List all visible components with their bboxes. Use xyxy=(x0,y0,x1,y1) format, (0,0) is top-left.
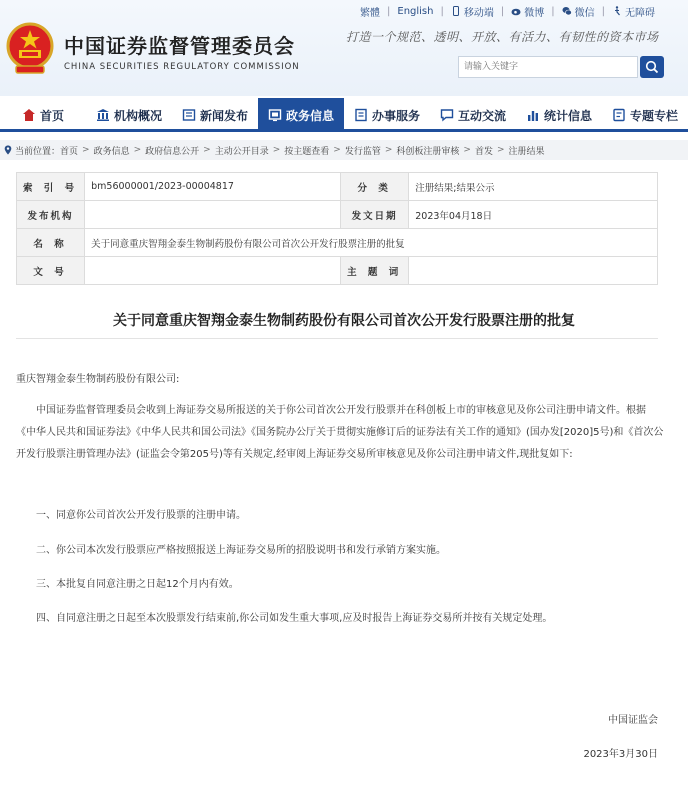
breadcrumb-item-current[interactable]: 注册结果 xyxy=(508,146,545,157)
site-header xyxy=(0,0,688,96)
nav-item-label: 互动交流 xyxy=(457,108,506,123)
location-pin-icon xyxy=(4,145,12,155)
search-box xyxy=(458,56,664,78)
main-nav xyxy=(0,98,688,132)
index-label: 索 引 号 xyxy=(17,173,85,201)
accessibility-link-label: 无障碍 xyxy=(624,7,655,19)
issuer-value xyxy=(85,201,341,229)
wechat-link[interactable] xyxy=(562,4,595,19)
wechat-icon xyxy=(562,6,572,16)
site-subtitle: CHINA SECURITIES REGULATORY COMMISSION xyxy=(64,62,300,72)
nav-item-label: 机构概况 xyxy=(113,108,162,123)
index-value: bm56000001/2023-00004817 xyxy=(85,173,341,201)
link-separator: | xyxy=(551,5,555,17)
category-value: 注册结果;结果公示 xyxy=(409,173,658,201)
breadcrumb-item[interactable]: 主动公开目录 xyxy=(214,146,269,157)
document-paragraph: 中国证券监督管理委员会收到上海证券交易所报送的关于你公司首次公开发行股票并在科创板上市的审核意见及你公司注册申请文件。根据《中华人民共和国证券法》《中华人民共和国公司法》《国务院办公厅关于贯彻实施修订后的证券法有关工作的通知》(国办发[2020]5号)和《首次公开发行股票注册管理办法》(证监会令第205号)等有关规定,经审阅上海证券交易所审核意见及你公司注册申请文件,现批复如下: xyxy=(16,405,664,460)
breadcrumb-separator: > xyxy=(384,145,393,155)
site-title[interactable]: 中国证券监督管理委员会 xyxy=(64,34,295,58)
link-separator: | xyxy=(601,5,605,17)
breadcrumb-separator: > xyxy=(133,145,142,155)
weibo-link[interactable] xyxy=(511,4,544,19)
document-item-1: 一、同意你公司首次公开发行股票的注册申请。 xyxy=(36,510,246,521)
traditional-chinese-link[interactable]: 繁體 xyxy=(360,7,380,19)
breadcrumb-separator: > xyxy=(203,145,211,155)
docno-value xyxy=(85,257,341,285)
link-separator: | xyxy=(500,5,505,17)
home-icon xyxy=(22,108,36,122)
nav-item-news[interactable] xyxy=(172,98,258,132)
nav-item-topics[interactable] xyxy=(602,98,688,132)
breadcrumb-item[interactable]: 科创板注册审核 xyxy=(396,146,460,157)
site-slogan: 打造一个规范、透明、开放、有活力、有韧性的资本市场 xyxy=(346,30,659,44)
english-link[interactable]: English xyxy=(397,5,434,17)
document-signature: 中国证监会 xyxy=(608,715,658,726)
nav-item-label: 新闻发布 xyxy=(199,108,248,123)
national-emblem-icon xyxy=(6,22,54,76)
keyword-label: 主 题 词 xyxy=(341,257,409,285)
stats-icon xyxy=(526,108,540,122)
breadcrumb-separator: > xyxy=(333,145,341,155)
name-value: 关于同意重庆智翔金泰生物制药股份有限公司首次公开发行股票注册的批复 xyxy=(85,229,658,257)
chat-icon xyxy=(440,108,454,122)
breadcrumb-item[interactable]: 政府信息公开 xyxy=(145,146,200,157)
breadcrumb-item[interactable]: 政务信息 xyxy=(93,146,130,157)
search-button[interactable] xyxy=(640,56,664,78)
link-separator: | xyxy=(440,5,444,17)
category-label: 分 类 xyxy=(341,173,409,201)
document-item-2: 二、你公司本次发行股票应严格按照报送上海证券交易所的招股说明书和发行承销方案实施。 xyxy=(36,545,446,556)
document-sign-date: 2023年3月30日 xyxy=(583,749,658,760)
accessibility-link[interactable] xyxy=(612,4,655,19)
news-icon xyxy=(182,108,196,122)
weibo-link-label: 微博 xyxy=(524,7,545,19)
breadcrumb-prefix: 当前位置： xyxy=(15,146,61,157)
accessibility-icon xyxy=(612,6,622,16)
topic-icon xyxy=(612,108,626,122)
wechat-link-label: 微信 xyxy=(574,7,595,19)
name-label: 名 称 xyxy=(17,229,85,257)
top-links xyxy=(360,3,655,19)
title-divider xyxy=(16,338,658,339)
document-info-table xyxy=(16,172,658,285)
document-item-3: 三、本批复自同意注册之日起12个月内有效。 xyxy=(36,579,239,590)
breadcrumb-item[interactable]: 发行监管 xyxy=(344,146,381,157)
mobile-link[interactable] xyxy=(451,4,494,19)
document-title: 关于同意重庆智翔金泰生物制药股份有限公司首次公开发行股票注册的批复 xyxy=(113,313,575,329)
document-salutation: 重庆智翔金泰生物制药股份有限公司: xyxy=(16,374,180,385)
nav-item-organization[interactable] xyxy=(86,98,172,132)
date-label: 发文日期 xyxy=(341,201,409,229)
breadcrumb-separator: > xyxy=(463,145,471,155)
nav-item-services[interactable] xyxy=(344,98,430,132)
nav-item-label: 首页 xyxy=(39,108,64,123)
nav-item-label: 专题专栏 xyxy=(629,108,678,123)
link-separator: | xyxy=(387,5,391,17)
table-row xyxy=(17,173,658,201)
date-value: 2023年04月18日 xyxy=(409,201,658,229)
table-row xyxy=(17,257,658,285)
breadcrumb xyxy=(0,140,688,160)
service-icon xyxy=(354,108,368,122)
mobile-link-label: 移动端 xyxy=(463,7,494,19)
nav-item-interaction[interactable] xyxy=(430,98,516,132)
search-icon xyxy=(645,60,659,74)
nav-item-label: 统计信息 xyxy=(543,108,592,123)
mobile-icon xyxy=(451,6,461,16)
nav-item-label: 政务信息 xyxy=(285,108,334,123)
weibo-icon xyxy=(511,6,521,16)
breadcrumb-separator: > xyxy=(272,145,281,155)
breadcrumb-separator: > xyxy=(82,145,90,155)
info-icon xyxy=(268,108,282,122)
nav-item-statistics[interactable] xyxy=(516,98,602,132)
breadcrumb-item[interactable]: 首页 xyxy=(60,146,79,157)
keyword-value xyxy=(409,257,658,285)
breadcrumb-separator: > xyxy=(496,145,505,155)
issuer-label: 发布机构 xyxy=(17,201,85,229)
table-row xyxy=(17,201,658,229)
breadcrumb-item[interactable]: 按主题查看 xyxy=(284,146,330,157)
nav-item-label: 办事服务 xyxy=(371,108,420,123)
building-icon xyxy=(96,108,110,122)
table-row xyxy=(17,229,658,257)
nav-item-government-info[interactable] xyxy=(258,98,344,132)
search-input[interactable] xyxy=(458,56,638,78)
document-item-4: 四、自同意注册之日起至本次股票发行结束前,你公司如发生重大事项,应及时报告上海证券交易所并按有关规定处理。 xyxy=(36,613,553,624)
docno-label: 文 号 xyxy=(17,257,85,285)
breadcrumb-item[interactable]: 首发 xyxy=(474,146,493,157)
nav-item-home[interactable] xyxy=(0,98,86,132)
